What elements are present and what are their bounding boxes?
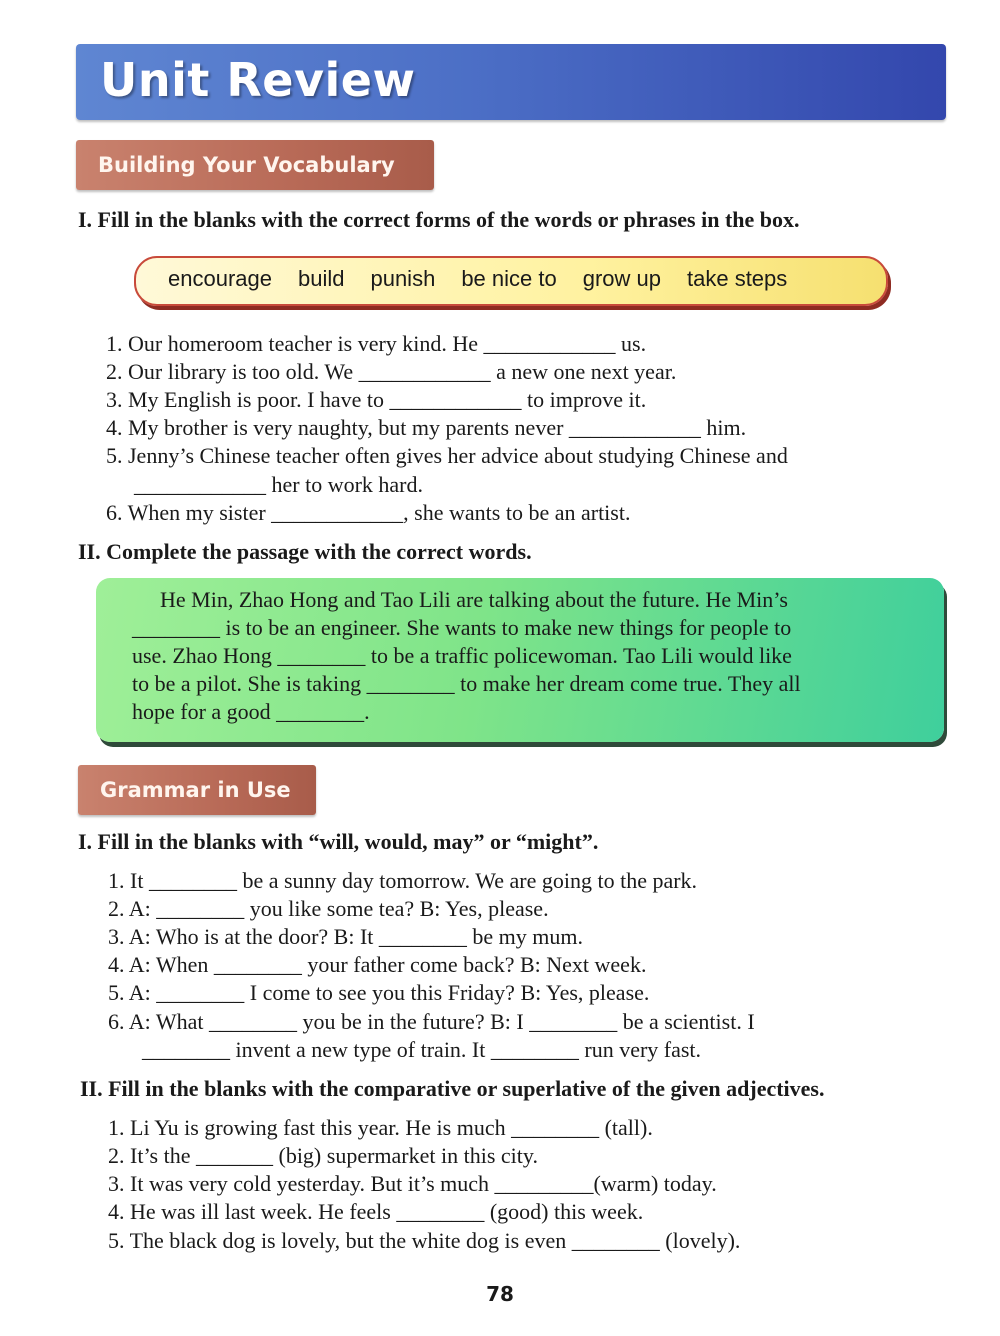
word-box-item: be nice to [461, 266, 557, 291]
exercise-line: 3. A: Who is at the door? B: It ________ be my mum. [108, 924, 583, 949]
word-box-item: punish [370, 266, 436, 291]
exercise-line: 5. A: ________ I come to see you this Friday? B: Yes, please. [108, 980, 650, 1005]
passage-line: hope for a good ________. [132, 699, 370, 724]
word-box-item: build [297, 266, 345, 291]
exercise-line: 3. It was very cold yesterday. But it’s much _________(warm) today. [108, 1171, 717, 1196]
section-tab-grammar-label: Grammar in Use [100, 778, 291, 802]
exercise-line: 4. A: When ________ your father come back? B: Next week. [108, 952, 647, 977]
exercise-line: 1. Li Yu is growing fast this year. He is much ________ (tall). [108, 1115, 653, 1140]
exercise-line: 6. When my sister ____________, she wants to be an artist. [106, 500, 631, 525]
page-title: Unit Review [100, 53, 416, 107]
exercise-line: ________ invent a new type of train. It ________ run very fast. [142, 1037, 702, 1062]
exercise-line: 2. A: ________ you like some tea? B: Yes, please. [108, 896, 549, 921]
exercise-line: 5. Jenny’s Chinese teacher often gives her advice about studying Chinese and [106, 443, 788, 468]
exercise-line: 1. Our homeroom teacher is very kind. He ____________ us. [106, 331, 647, 356]
exercise-line: 1. It ________ be a sunny day tomorrow. We are going to the park. [108, 868, 698, 893]
grammar-part1-heading: I. Fill in the blanks with “will, would, may” or “might”. [78, 829, 599, 854]
exercise-line: 4. He was ill last week. He feels ________ (good) this week. [108, 1199, 644, 1224]
passage-line: He Min, Zhao Hong and Tao Lili are talking about the future. He Min’s [160, 587, 788, 612]
passage-line: ________ is to be an engineer. She wants to make new things for people to [132, 615, 792, 640]
exercise-line: 3. My English is poor. I have to ____________ to improve it. [106, 387, 647, 412]
passage-line: to be a pilot. She is taking ________ to make her dream come true. They all [132, 671, 801, 696]
exercise-line: 4. My brother is very naughty, but my parents never ____________ him. [106, 415, 747, 440]
section-tab-vocabulary-label: Building Your Vocabulary [98, 153, 395, 177]
word-box-items [168, 263, 787, 295]
exercise-line: 2. It’s the _______ (big) supermarket in this city. [108, 1143, 538, 1168]
vocab-part1-heading: I. Fill in the blanks with the correct forms of the words or phrases in the box. [78, 207, 800, 232]
grammar-part2-heading: II. Fill in the blanks with the comparative or superlative of the given adjectives. [80, 1076, 825, 1101]
exercise-line: 6. A: What ________ you be in the future? B: I ________ be a scientist. I [108, 1009, 755, 1034]
vocab-part2-heading: II. Complete the passage with the correct words. [78, 539, 532, 564]
exercise-line: ____________ her to work hard. [134, 472, 424, 497]
exercise-line: 5. The black dog is lovely, but the white dog is even ________ (lovely). [108, 1228, 741, 1253]
word-box-item: grow up [582, 266, 661, 291]
page-number: 78 [486, 1282, 514, 1306]
word-box-item: encourage [168, 266, 272, 291]
exercise-line: 2. Our library is too old. We ____________ a new one next year. [106, 359, 677, 384]
word-box-item: take steps [687, 266, 788, 291]
passage-line: use. Zhao Hong ________ to be a traffic policewoman. Tao Lili would like [132, 643, 792, 668]
